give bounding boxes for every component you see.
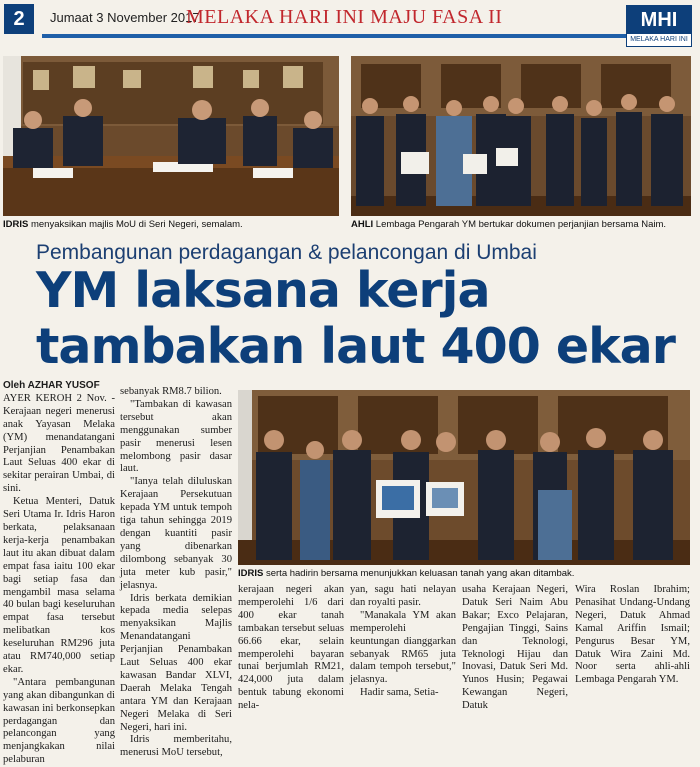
article-column-1 [3,380,115,767]
caption-bottom: IDRIS serta hadirin bersama menunjukkan keluasan tanah yang akan ditambak. [238,568,575,579]
photo-land-map-group [238,390,690,565]
byline: Oleh AZHAR YUSOF [3,380,100,391]
paragraph: sebanyak RM8.7 bilion. [120,386,222,397]
page-number: 2 [4,4,34,34]
photo-document-exchange [351,56,691,216]
mhi-logo [626,5,692,47]
article-column-2 [120,386,232,760]
paragraph: usaha Kerajaan Negeri, Datuk Seri Naim Abu Bakar; Exco Pelajaran, Pengajian Tinggi, Sains dan Teknologi, Teknologi Hijau dan Inovasi, Datuk Seri Md. Yunos Husin; Pegawai Kewangan Negeri, Datuk [462,584,568,712]
issue-date: Jumaat 3 November 2017 [50,10,200,25]
paragraph: Ketua Menteri, Datuk Seri Utama Ir. Idris Haron berkata, pelaksanaan kerja-kerja penambakan laut itu akan dibuat dalam empat fasa iaitu 100 ekar bagi setiap fasa dan mengambil masa selama 40 bulan bagi keseluruhan empat fasa tersebut melibatkan kos keseluruhan RM296 juta atau RM740,000 setiap ekar. [3,496,115,675]
headline-line-2: tambakan laut 400 ekar [36,318,675,375]
paragraph: "Tambakan di kawasan tersebut akan menggunakan sumber pasir menerusi lesen melombong pasir dasar laut. [120,398,232,475]
paragraph: Idris memberitahu, menerusi MoU tersebut, [120,734,232,759]
article-column-3 [238,584,344,713]
article-subheading: Pembangunan perdagangan & pelancongan di Umbai [36,241,537,264]
caption-right: AHLI Lembaga Pengarah YM bertukar dokumen perjanjian bersama Naim. [351,219,667,230]
section-title: MELAKA HARI INI MAJU FASA II [186,6,503,28]
paragraph: Wira Roslan Ibrahim; Penasihat Undang-Undang Negeri, Datuk Ahmad Kamal Ariffin Ismail; Pengurus Besar YM, Datuk Wira Zaini Md. Noor serta ahli-ahli Lembaga Pengarah YM. [575,584,690,686]
article-column-5 [462,584,568,713]
paragraph: "Ianya telah diluluskan Kerajaan Persekutuan kepada YM untuk tempoh tiga tahun sehingga 2019 dengan kuantiti pasir yang dibenarkan dilombong sebanyak 30 juta meter kub pasir," jelasnya. [120,476,232,591]
caption-left: IDRIS menyaksikan majlis MoU di Seri Negeri, semalam. [3,219,243,230]
paragraph: Hadir sama, Setia- [360,687,439,699]
paragraph: kerajaan negeri akan memperolehi 1/6 dari 400 ekar tanah tambakan tersebut seluas 66.66 ekar, selain memperolehi bayaran tunai berjumlah RM21, 424,000 juta dalam bentuk tabung ekonomi nela- [238,584,344,712]
paragraph: yan, sagu hati nelayan dan royalti pasir. [350,584,456,608]
paragraph: Idris berkata demikian kepada media selepas menyaksikan Majlis Menandatangani Perjanjian Penambakan Laut Seluas 400 ekar kawasan Bandar XLVI, Daerah Melaka Tengah antara YM dan Kerajaan Negeri Melaka di Seri Negeri, hari ini. [120,592,232,733]
header-rule [42,34,626,38]
paragraph: "Antara pembangunan yang akan dibangunkan di kawasan ini berkonsepkan perdagangan dan pelancongan yang menjangkakan nilai pelaburan [3,676,115,766]
article-column-6 [575,584,690,687]
headline-line-1: YM laksana kerja [36,262,490,319]
paragraph: AYER KEROH 2 Nov. - Kerajaan negeri menerusi anak Yayasan Melaka (YM) menandatangani Perjanjian Penambakan Laut Seluas 400 ekar di sekitar perairan Umbai, di sini. [3,392,115,495]
paragraph: "Manakala YM akan memperolehi keuntungan dianggarkan sebanyak RM65 juta dalam tempoh tersebut," jelasnya. [350,609,456,686]
logo-mark: MHI [627,6,691,34]
logo-subtitle: MELAKA HARI INI [630,36,688,43]
photo-mou-signing [3,56,339,216]
